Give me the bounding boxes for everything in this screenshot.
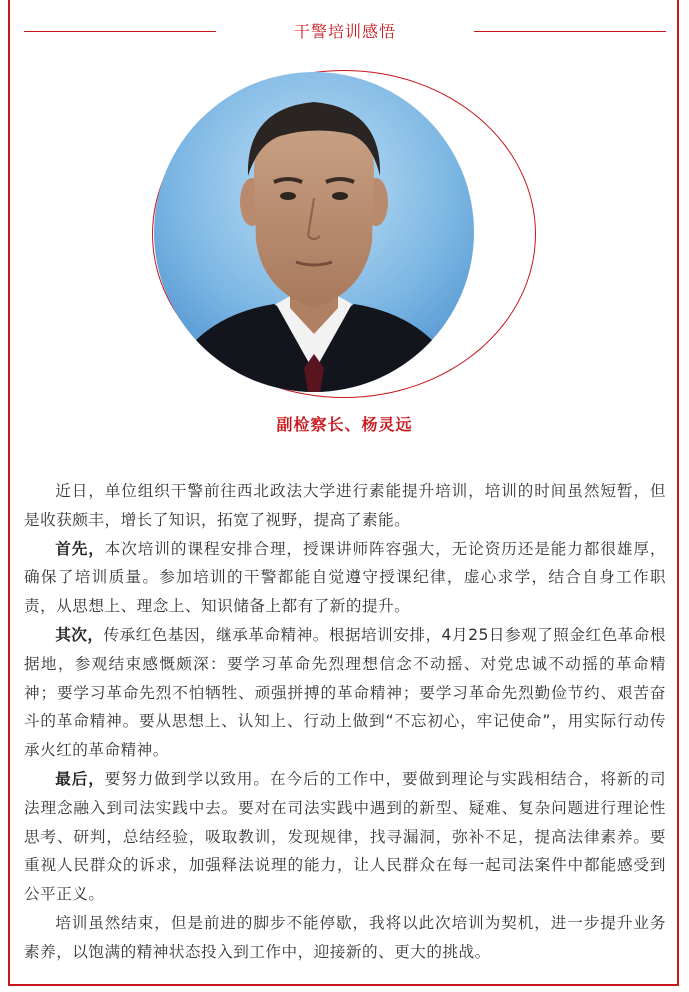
paragraph-text: 近日，单位组织干警前往西北政法大学进行素能提升培训，培训的时间虽然短暂，但是收获颇丰，增长了知识，拓宽了视野，提高了素能。 xyxy=(24,482,666,529)
article-body xyxy=(24,477,666,967)
article-paragraph xyxy=(24,621,666,765)
paragraph-text: 要努力做到学以致用。在今后的工作中，要做到理论与实践相结合，将新的司法理念融入到司法实践中去。要对在司法实践中遇到的新型、疑难、复杂问题进行理论性思考、研判，总结经验，吸取教训，发现规律，找寻漏洞，弥补不足，提高法律素养。要重视人民群众的诉求，加强释法说理的能力，让人民群众在每一起司法案件中都能感受到公平正义。 xyxy=(24,769,666,904)
article-paragraph xyxy=(24,535,666,621)
paragraph-lead: 最后， xyxy=(55,769,105,788)
article-paragraph xyxy=(24,765,666,909)
paragraph-text: 培训虽然结束，但是前进的脚步不能停歇，我将以此次培训为契机，进一步提升业务素养，以饱满的精神状态投入到工作中，迎接新的、更大的挑战。 xyxy=(24,913,666,961)
article-paragraph xyxy=(24,477,666,535)
header-divider-left xyxy=(24,31,216,32)
portrait-illustration xyxy=(154,72,474,392)
article-paragraph xyxy=(24,909,666,967)
paragraph-text: 传承红色基因，继承革命精神。根据培训安排，4月25日参观了照金红色革命根据地，参观结束感慨颇深：要学习革命先烈理想信念不动摇、对党忠诚不动摇的革命精神；要学习革命先烈不怕牺牲、顽强拼搏的革命精神；要学习革命先烈勤俭节约、艰苦奋斗的革命精神。要从思想上、认知上、行动上做到“不忘初心，牢记使命”，用实际行动传承火红的革命精神。 xyxy=(24,625,666,760)
section-header xyxy=(0,18,689,46)
header-divider-right xyxy=(474,31,666,32)
section-title: 干警培训感悟 xyxy=(293,22,396,41)
portrait-photo xyxy=(154,72,474,392)
paragraph-text: 本次培训的课程安排合理，授课讲师阵容强大，无论资历还是能力都很雄厚，确保了培训质量。参加培训的干警都能自觉遵守授课纪律，虚心求学，结合自身工作职责，从思想上、理念上、知识储备上都有了新的提升。 xyxy=(24,539,666,616)
paragraph-lead: 首先， xyxy=(55,539,105,558)
portrait-caption: 副检察长、杨灵远 xyxy=(276,415,413,434)
paragraph-lead: 其次， xyxy=(55,625,104,644)
